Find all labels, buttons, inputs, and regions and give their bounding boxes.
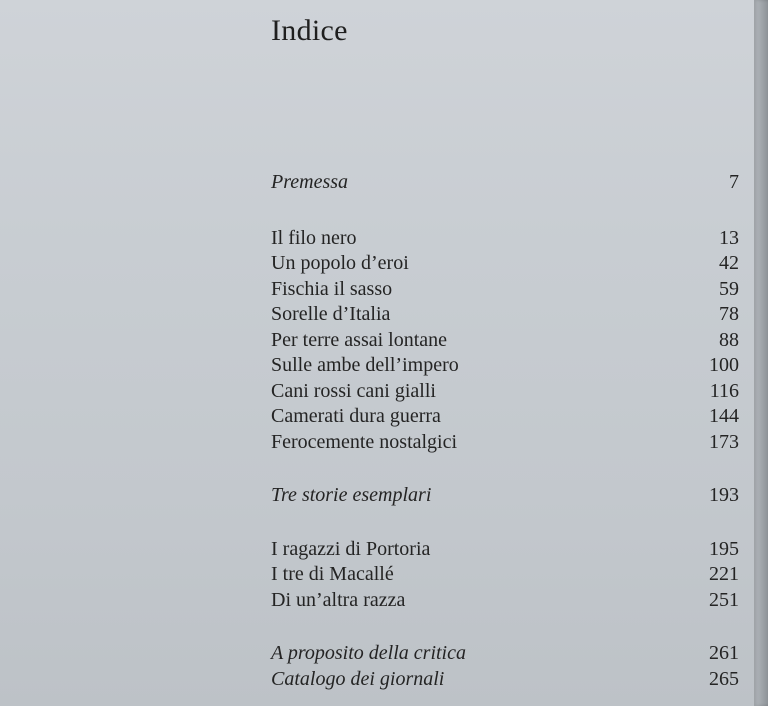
toc-entry-page: 42 — [719, 252, 739, 274]
toc-entry-page: 116 — [709, 379, 739, 402]
toc-entry-page: 78 — [719, 303, 739, 325]
toc-entry-page: 7 — [729, 171, 739, 193]
toc-entry-label: Tre storie esemplari — [271, 484, 432, 506]
toc-entry-label: Cani rossi cani gialli — [271, 379, 436, 402]
toc-entry — [271, 226, 739, 252]
toc-entry-page: 173 — [709, 430, 739, 453]
toc-entry-label: Sorelle d’Italia — [271, 303, 391, 325]
toc-entry — [271, 277, 739, 303]
toc-entry — [271, 588, 739, 614]
toc-entry-label: Per terre assai lontane — [271, 328, 448, 351]
toc-entry — [271, 302, 739, 328]
toc-entry-label: Camerati dura guerra — [271, 405, 441, 427]
toc-entry-page: 100 — [709, 354, 739, 376]
toc-entry-label: Un popolo d’eroi — [271, 252, 409, 274]
toc-entry-page: 265 — [709, 667, 739, 690]
toc-entry-label: Fischia il sasso — [271, 277, 393, 300]
toc-entry-page: 221 — [709, 563, 739, 585]
toc-entry-page: 144 — [709, 405, 739, 427]
toc-entry-label: Premessa — [271, 171, 349, 193]
toc-entry — [271, 430, 739, 456]
toc-entry-label: Di un’altra razza — [271, 588, 406, 611]
page-edge — [754, 0, 768, 706]
toc-entry-label: A proposito della critica — [271, 642, 466, 664]
toc-entry-page: 195 — [709, 537, 739, 560]
toc-entry — [271, 251, 739, 277]
toc-entry-page: 251 — [709, 588, 739, 611]
toc-entry-label: I ragazzi di Portoria — [271, 537, 431, 560]
toc-entry-page: 193 — [709, 484, 739, 506]
toc-entry — [271, 328, 739, 354]
toc-entry — [271, 667, 739, 693]
toc-entry-label: Sulle ambe dell’impero — [271, 354, 459, 376]
toc-entry-label: Il filo nero — [271, 226, 357, 249]
page-title: Indice — [271, 14, 348, 47]
toc-entry — [271, 641, 739, 667]
toc-entry-page: 59 — [719, 277, 739, 300]
toc-entry — [271, 537, 739, 563]
toc-entry — [271, 562, 739, 588]
toc-entry-page: 13 — [719, 226, 739, 249]
toc-entry — [271, 353, 739, 379]
toc-entry-page: 261 — [709, 642, 739, 664]
toc-entry-label: I tre di Macallé — [271, 563, 394, 585]
table-of-contents — [271, 170, 739, 692]
toc-entry-tre-storie — [271, 483, 739, 509]
toc-entry — [271, 404, 739, 430]
toc-entry-label: Catalogo dei giornali — [271, 667, 445, 690]
toc-entry — [271, 379, 739, 405]
toc-entry-premessa — [271, 170, 739, 196]
toc-entry-page: 88 — [719, 328, 739, 351]
toc-entry-label: Ferocemente nostalgici — [271, 430, 458, 453]
